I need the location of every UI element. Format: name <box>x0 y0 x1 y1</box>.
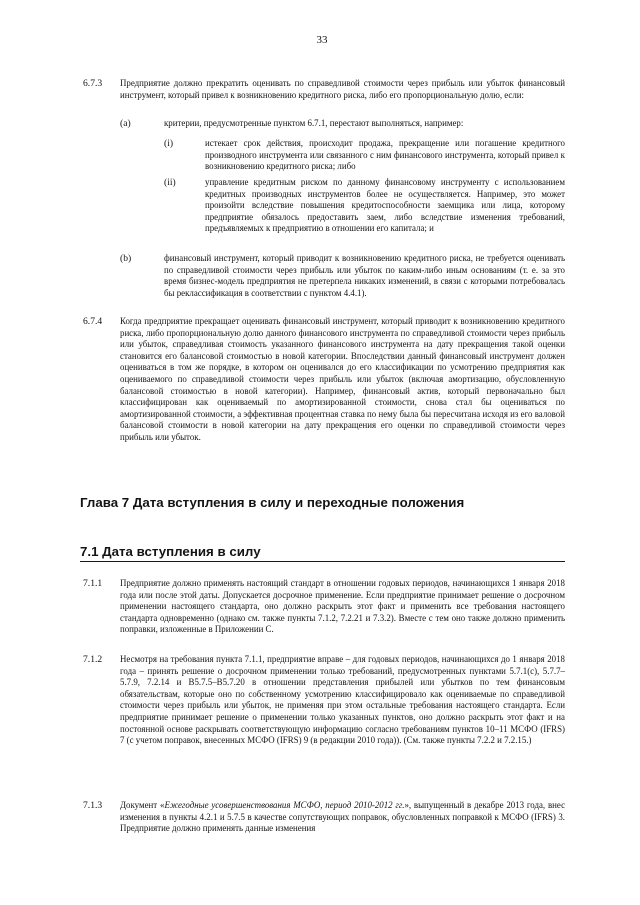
paragraph-text: Когда предприятие прекращает оценивать финансовый инструмент, который приводит к возникновению кредитного риска, либо пропорциональную долю данного финансового инструмента по справедливой стоимости через прибыль или убыток, справедливая стоимость указанного финансового инструмента на дату прекращения такой оценки становится его балансовой стоимостью в новой категории. Впоследствии данный финансовый инструмент должен оцениваться в том же порядке, в котором он оценивался до его классификации по усмотрению предприятия как оцениваемого по справедливой стоимости через прибыль или убыток (включая амортизацию, обусловленную балансовой стоимостью в новой категории). Например, финансовый актив, который первоначально был классифицирован как оцениваемый по амортизированной стоимости, снова стал бы оцениваться по амортизированной стоимости, а эффективная процентная ставка по нему была бы пересчитана исходя из его валовой балансовой стоимости в новой категории на дату прекращения его оценки по справедливой стоимости через прибыль или убыток. <box>120 316 565 442</box>
chapter-heading: Глава 7 Дата вступления в силу и переходные положения <box>80 495 465 510</box>
list-item-text: финансовый инструмент, который приводит к возникновению кредитного риска, не требуется оценивать по справедливой стоимости через прибыль или убыток по каким-либо иным основаниям (т. е. за это время бизнес-модель предприятия не претерпела никаких изменений, в связи с которыми потребовалась бы реклассификация в соответствии с пунктом 4.4.1). <box>164 253 565 298</box>
paragraph-number: 6.7.3 <box>83 78 103 89</box>
paragraph-number: 7.1.3 <box>83 800 103 811</box>
section-heading: 7.1 Дата вступления в силу <box>80 544 261 559</box>
sublist-item-text: истекает срок действия, происходит продажа, прекращение или погашение кредитного производного инструмента или связанного с ним финансового инструмента, который привел к возникновению кредитного риска; либо <box>205 138 565 172</box>
paragraph-number: 7.1.1 <box>83 578 103 589</box>
list-label: (a) <box>120 118 131 129</box>
paragraph-text: Предприятие должно прекратить оценивать по справедливой стоимости через прибыль или убыток финансовый инструмент, который привел к возникновению кредитного риска, либо его пропорциональную долю, если: <box>120 78 565 100</box>
paragraph-text <box>120 800 565 835</box>
document-title-italic: Ежегодные усовершенствования МСФО, период 2010-2012 гг. <box>164 800 405 810</box>
list-item-text: критерии, предусмотренные пунктом 6.7.1, перестают выполняться, например: <box>164 118 464 128</box>
paragraph-number: 6.7.4 <box>83 316 103 327</box>
text-segment: Документ « <box>120 800 165 810</box>
sublist-label: (i) <box>164 138 174 149</box>
paragraph-text: Несмотря на требования пункта 7.1.1, предприятие вправе – для годовых периодов, начинающихся до 1 января 2018 года – принять решение о досрочном применении только требований, предусмотренных пунктами 5.7.1(c), 5.7.7–5.7.9, 7.2.14 и B5.7.5–B5.7.20 в отношении представления прибылей или убытков по тем финансовым обязательствам, которые оно по собственному усмотрению классифицировало как оцениваемые по справедливой стоимости через прибыль или убыток, не применяя при этом остальные требования настоящего стандарта. Если предприятие принимает решение о применении только указанных пунктов, оно должно раскрыть этот факт и на постоянной основе раскрывать соответствующую информацию согласно требованиям пунктов 10–11 МСФО (IFRS) 7 (с учетом поправок, внесенных МСФО (IFRS) 9 (в редакции 2010 года)). (См. также пункты 7.2.2 и 7.2.15.) <box>120 654 565 746</box>
sublist-label: (ii) <box>164 177 176 188</box>
sublist-item-text: управление кредитным риском по данному финансовому инструменту с использованием кредитных производных инструментов более не осуществляется. Например, это может произойти вследствие повышения кредитоспособности заемщика или лица, которому предприятие обязалось предоставить заем, либо вследствие изменения требований, предъявляемых к предприятию в отношении его капитала; и <box>205 177 565 234</box>
list-label: (b) <box>120 253 132 264</box>
paragraph-number: 7.1.2 <box>83 654 103 665</box>
text-segment: », выпущенный в декабре 2013 года, внес изменения в пункты 4.2.1 и 5.7.5 в качестве сопутствующих поправок, обусловленных поправкой к МСФО (IFRS) 3. Предприятие должно применять данные изменения <box>120 800 566 834</box>
section-rule <box>80 561 565 562</box>
paragraph-text: Предприятие должно применять настоящий стандарт в отношении годовых периодов, начинающихся 1 января 2018 года или после этой даты. Допускается досрочное применение. Если предприятие принимает решение о досрочном применении настоящего стандарта, оно должно раскрыть этот факт и применить все требования настоящего стандарта одновременно (однако см. также пункты 7.1.2, 7.2.21 и 7.3.2). Вместе с тем оно также должно применить поправки, изложенные в Приложении C. <box>120 578 565 635</box>
page-number: 33 <box>316 34 328 46</box>
